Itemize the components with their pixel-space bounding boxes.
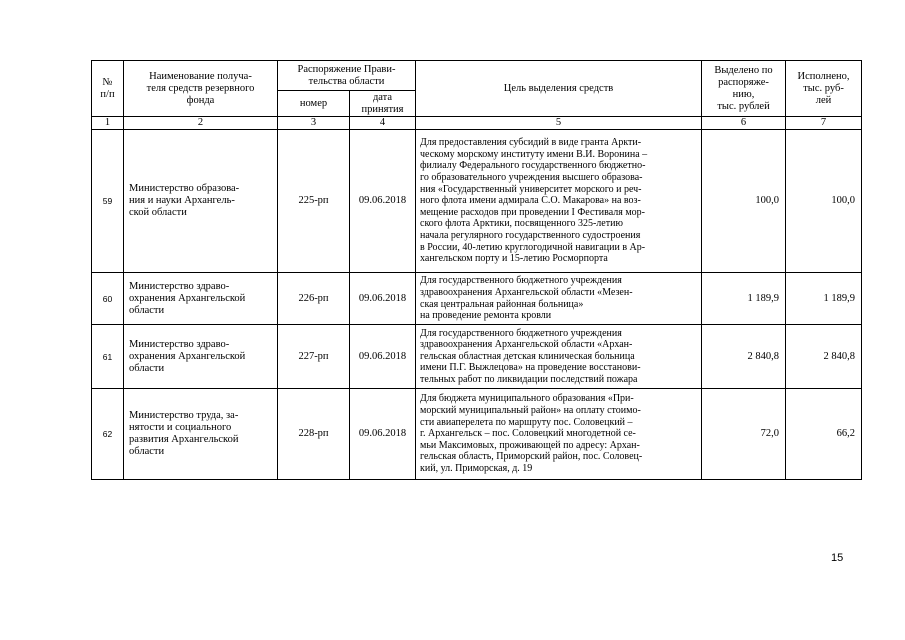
header-allocated: Выделено по распоряже- нию, тыс. рублей [702,61,786,117]
column-number: 6 [702,117,786,130]
header-no: № п/п [92,61,124,117]
allocated-amount: 72,0 [702,389,786,480]
order-date: 09.06.2018 [350,130,416,273]
purpose-text: Для бюджета муниципального образования «При- морский муниципальный район» на оплату стоимо- сти авиаперелета по маршруту пос. Соловецкий – г. Архангельск – пос. Соловецкий многодетной се- мьи Максимовых, проживающей по адресу: Архан- гельская область, Приморский район, пос. Соловец- кий, ул. Приморская, д. 19 [416,389,702,480]
order-date: 09.06.2018 [350,325,416,389]
column-number: 1 [92,117,124,130]
order-date: 09.06.2018 [350,389,416,480]
column-number: 7 [786,117,862,130]
purpose-text: Для предоставления субсидий в виде гранта Аркти- ческому морскому институту имени В.И. Воронина – филиалу Федерального государственного бюджетно- го образовательного учреждения высшего образова- ния «Государственный университет морского и реч- ного флота имени адмирала С.О. Макарова» на воз- мещение расходов при проведении I Фестиваля мор- ского флота Арктики, посвященного 325-летию начала регулярного государственного судостроения в России, 40-летию круглогодичной навигации в Ар- хангельском порту и 15-летию Росморпорта [416,130,702,273]
table-row [92,130,862,273]
executed-amount: 1 189,9 [786,273,862,325]
executed-amount: 66,2 [786,389,862,480]
row-number: 59 [92,130,124,273]
reserve-fund-table [91,60,862,480]
purpose-text: Для государственного бюджетного учреждения здравоохранения Архангельской области «Мезен- ская центральная районная больница» на проведение ремонта кровли [416,273,702,325]
executed-amount: 2 840,8 [786,325,862,389]
order-number: 226-рп [278,273,350,325]
order-date: 09.06.2018 [350,273,416,325]
order-number: 227-рп [278,325,350,389]
column-number: 3 [278,117,350,130]
allocated-amount: 100,0 [702,130,786,273]
row-number: 61 [92,325,124,389]
table-row [92,325,862,389]
recipient-name: Министерство труда, за- нятости и социального развития Архангельской области [124,389,278,480]
recipient-name: Министерство здраво- охранения Архангельской области [124,325,278,389]
recipient-name: Министерство образова- ния и науки Архангель- ской области [124,130,278,273]
row-number: 60 [92,273,124,325]
header-recipient: Наименование получа- теля средств резервного фонда [124,61,278,117]
header-purpose: Цель выделения средств [416,61,702,117]
page-number: 15 [831,552,844,564]
header-order-number: номер [278,91,350,117]
column-number: 2 [124,117,278,130]
allocated-amount: 2 840,8 [702,325,786,389]
column-number: 5 [416,117,702,130]
header-order-group: Распоряжение Прави- тельства области [278,61,416,91]
header-order-date: дата принятия [350,91,416,117]
order-number: 228-рп [278,389,350,480]
header-executed: Исполнено, тыс. руб- лей [786,61,862,117]
table-row [92,273,862,325]
order-number: 225-рп [278,130,350,273]
row-number: 62 [92,389,124,480]
executed-amount: 100,0 [786,130,862,273]
recipient-name: Министерство здраво- охранения Архангельской области [124,273,278,325]
column-number: 4 [350,117,416,130]
table-row [92,389,862,480]
column-numbers-row [92,117,862,130]
allocated-amount: 1 189,9 [702,273,786,325]
purpose-text: Для государственного бюджетного учреждения здравоохранения Архангельской области «Архан- гельская областная детская клиническая больница имени П.Г. Выжлецова» на проведение восстанови- тельных работ по ликвидации последствий пожара [416,325,702,389]
